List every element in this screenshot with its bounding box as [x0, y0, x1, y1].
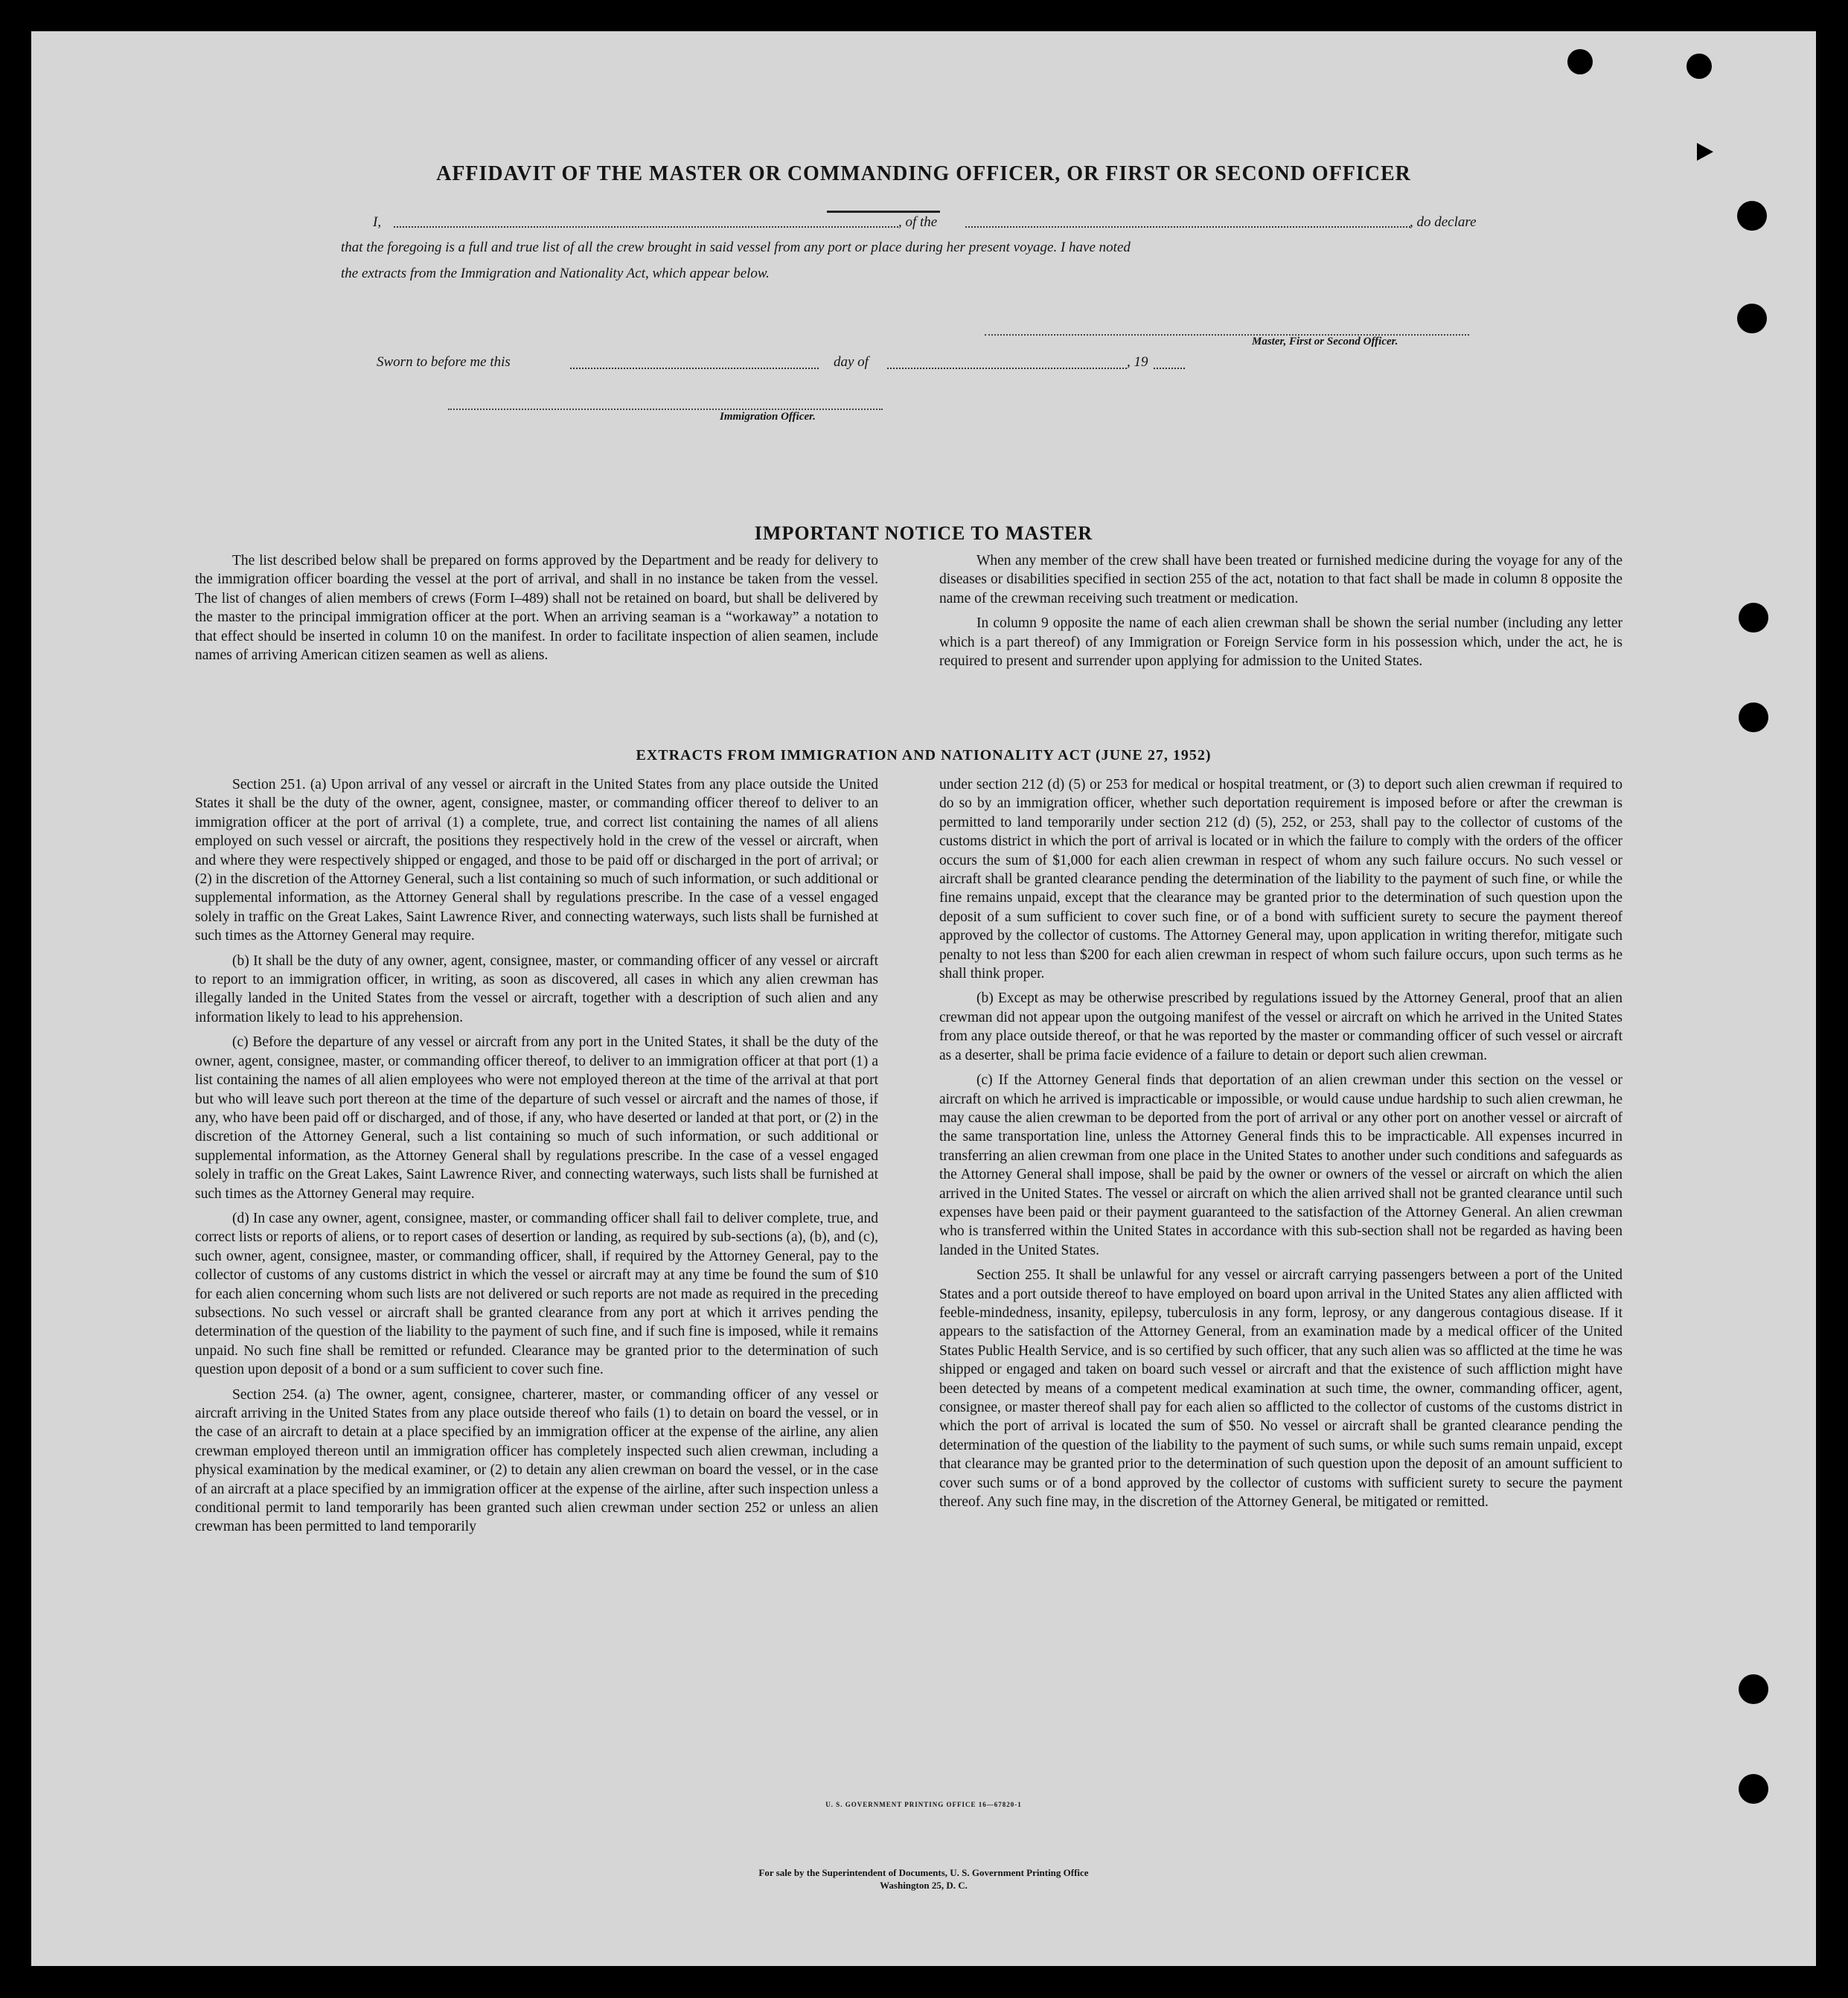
vessel-field[interactable] [965, 226, 1410, 228]
notice-left-column [195, 551, 878, 670]
extract-paragraph: Section 251. (a) Upon arrival of any vessel or aircraft in the United States from any place outside the United States it shall be the duty of the owner, agent, consignee, master, or commanding officer thereof to deliver to an immigration officer at the port of arrival (1) a complete, true, and correct list containing the names of all aliens employed on such vessel or aircraft, the positions they respectively hold in the crew of the vessel or aircraft, when and where they were respectively shipped or engaged, and those to be paid off or discharged in the port of arrival; or (2) in the discretion of the Attorney General, such a list containing so much of such information, or such additional or supplemental information, as the Attorney General shall by regulations prescribe. In the case of a vessel engaged solely in traffic on the Great Lakes, Saint Lawrence River, and connecting waterways, such lists shall be furnished at such times as the Attorney General may require. [195, 777, 878, 944]
do-declare-label: , do declare [1410, 214, 1477, 230]
punch-hole [1567, 49, 1593, 74]
footer [31, 1866, 1816, 1892]
sworn-month-field[interactable] [887, 368, 1127, 369]
punch-hole [1686, 54, 1712, 79]
extracts-right-column [939, 775, 1622, 1517]
extract-paragraph: under section 212 (d) (5) or 253 for medical or hospital treatment, or (3) to deport such alien crewman if required to do so by an immigration officer, whether such deportation requirement is imposed before or after the crewman is permitted to land temporarily under section 212 (d) (5), 252, or 253, shall pay to the collector of customs of the customs district in which the port of arrival is located or in which the failure to comply with the orders of the officer occurs the sum of $1,000 for each alien crewman in respect of whom any such failure occurs. No such vessel or aircraft shall be granted clearance pending the determination of the liability to the payment of such fine, or while the fine remains unpaid, except that the clearance may be granted prior to the determination of such question upon the deposit of a sum sufficient to cover such fine, or of a bond with sufficient surety to secure the payment thereof approved by the collector of customs. The Attorney General may, upon application in writing therefor, mitigate such penalty to not less than $200 for each alien crewman in respect of whom such failure occurs, upon such terms as he shall think proper. [939, 777, 1622, 982]
affidavit-title: AFFIDAVIT OF THE MASTER OR COMMANDING OFFICER, OR FIRST OR SECOND OFFICER [436, 162, 1411, 185]
notice-right-column [939, 551, 1622, 676]
officer-caption: Immigration Officer. [720, 411, 816, 423]
punch-hole [1737, 304, 1767, 333]
notice-left-paragraph: The list described below shall be prepared on forms approved by the Department and be ready for delivery to the immigration officer boarding the vessel at the port of arrival, and shall in no instance be taken from the vessel. The list of changes of alien members of crews (Form I–489) shall not be retained on board, but shall be delivered by the master to the principal immigration officer at the port. When an arriving seaman is a “workaway” a notation to that effect should be inserted in column 10 on the manifest. In order to facilitate inspection of alien seamen, include names of arriving American citizen seamen as well as aliens. [195, 553, 878, 664]
officer-signature-line[interactable] [448, 409, 883, 410]
statement-line-1: that the foregoing is a full and true list of all the crew brought in said vessel from any port or place during her present voyage. I have noted [341, 240, 1131, 255]
punch-hole [1737, 201, 1767, 231]
title-rule [827, 211, 940, 213]
sworn-day-field[interactable] [570, 368, 819, 369]
footer-line-2: Washington 25, D. C. [880, 1880, 968, 1891]
day-of-label: day of [834, 354, 869, 370]
footer-line-1: For sale by the Superintendent of Documents, U. S. Government Printing Office [758, 1867, 1089, 1878]
punch-hole [1739, 603, 1768, 633]
statement-line-2: the extracts from the Immigration and Nationality Act, which appear below. [341, 266, 770, 281]
printer-imprint: U. S. GOVERNMENT PRINTING OFFICE 16—67820-1 [825, 1801, 1022, 1808]
notice-right-paragraph-2: In column 9 opposite the name of each alien crewman shall be shown the serial number (including any letter which is a part thereof) of any Immigration or Foreign Service form in his possession which, under the act, he is required to present and surrender upon applying for admission to the United States. [939, 615, 1622, 670]
corner-mark [1697, 143, 1713, 161]
master-caption: Master, First or Second Officer. [1252, 336, 1398, 348]
extract-paragraph: (d) In case any owner, agent, consignee, master, or commanding officer shall fail to deliver complete, true, and correct lists or reports of aliens, or to report cases of desertion or landing, as required by sub-sections (a), (b), and (c), such owner, agent, consignee, master, or commanding officer, shall, if required by the Attorney General, pay to the collector of customs of any customs district in which the vessel or aircraft may at any time be found the sum of $10 for each alien concerning whom such lists are not delivered or such reports are not made as required in the preceding subsections. No such vessel or aircraft shall be granted clearance from any port at which it arrives pending the determination of the question of the liability to the payment of such fine, and if such fine is imposed, while it remains unpaid. No such fine shall be remitted or refunded. Clearance may be granted prior to the determination of such question upon deposit of a bond or a sum sufficient to cover such fine. [195, 1210, 878, 1378]
i-label: I, [373, 214, 382, 230]
year-label: , 19 [1127, 354, 1148, 370]
extract-paragraph: Section 254. (a) The owner, agent, consignee, charterer, master, or commanding officer of any vessel or aircraft arriving in the United States from any place outside thereof who fails (1) to detain on board the vessel, or in the case of an aircraft to detain at a place specified by an immigration officer at the expense of the airline, any alien crewman employed thereon until an immigration officer has completely inspected such alien crewman, including a physical examination by the medical examiner, or (2) to detain any alien crewman on board the vessel, or in the case of an aircraft at a place specified by an immigration officer at the expense of the airline, after such inspection unless a conditional permit to land temporarily has been granted such alien crewman under section 252 or unless an alien crewman has been permitted to land temporarily [195, 1386, 878, 1535]
punch-hole [1739, 1774, 1768, 1804]
notice-right-paragraph-1: When any member of the crew shall have been treated or furnished medicine during the voyage for any of the diseases or disabilities specified in section 255 of the act, notation to that fact shall be made in column 8 opposite the name of the crewman receiving such treatment or medication. [939, 553, 1622, 606]
punch-hole [1739, 702, 1768, 732]
extracts-left-column [195, 775, 878, 1543]
extract-paragraph: Section 255. It shall be unlawful for any vessel or aircraft carrying passengers between a port of the United States and a port outside thereof to have employed on board upon arrival in the United States any alien afflicted with feeble-mindedness, insanity, epilepsy, tuberculosis in any form, leprosy, or any dangerous contagious disease. If it appears to the satisfaction of the Attorney General, from an examination made by a medical officer of the United States Public Health Service, and is so certified by such officer, that any such alien was so afflicted at the time he was shipped or engaged and taken on board such vessel or aircraft and that the existence of such affliction might have been detected by means of a competent medical examination at such time, the owner, commanding officer, agent, consignee, or master thereof shall pay for each alien so afflicted to the collector of customs of the customs district in which the port of arrival is located the sum of $50. No vessel or aircraft shall be granted clearance pending the determination of the question of the liability to the payment of such sums, or while such sums remain unpaid, except that clearance may be granted prior to the determination of such question upon the deposit of an amount sufficient to cover such sums or of a bond approved by the collector of customs with sufficient surety to secure the payment thereof. Any such fine may, in the discretion of the Attorney General, be mitigated or remitted. [939, 1267, 1622, 1511]
notice-title: IMPORTANT NOTICE TO MASTER [754, 522, 1093, 544]
punch-hole [1739, 1674, 1768, 1704]
extracts-title: EXTRACTS FROM IMMIGRATION AND NATIONALITY ACT (JUNE 27, 1952) [636, 747, 1212, 763]
of-the-label: , of the [898, 214, 938, 230]
name-field[interactable] [394, 226, 898, 228]
sworn-year-field[interactable] [1154, 368, 1185, 369]
extract-paragraph: (b) It shall be the duty of any owner, agent, consignee, master, or commanding officer of any vessel or aircraft to report to an immigration officer, in writing, as soon as discovered, all cases in which any alien crewman has illegally landed in the United States from the vessel or aircraft, together with a description of such alien and any information likely to lead to his apprehension. [195, 952, 878, 1025]
extract-paragraph: (b) Except as may be otherwise prescribed by regulations issued by the Attorney General, proof that an alien crewman did not appear upon the outgoing manifest of the vessel or aircraft on which he arrived in the United States from any place outside thereof, or that he was reported by the master or commanding officer of such vessel or aircraft as a deserter, shall be prima facie evidence of a failure to detain or deport such alien crewman. [939, 990, 1622, 1063]
extract-paragraph: (c) Before the departure of any vessel or aircraft from any port in the United States, it shall be the duty of the owner, agent, consignee, master, or commanding officer thereof, to deliver to an immigration officer at that port (1) a list containing the names of all alien employees who were not employed thereon at the time of the arrival at that port but who will leave such port thereon at the time of the departure of such vessel or aircraft and the names of those, if any, who have been paid off or discharged, and of those, if any, who have deserted or landed at that port, or (2) in the discretion of the Attorney General, such a list containing so much of such information, or such additional or supplemental information, as the Attorney General shall by regulations prescribe. In the case of a vessel engaged solely in traffic on the Great Lakes, Saint Lawrence River, and connecting waterways, such lists shall be furnished at such times as the Attorney General may require. [195, 1034, 878, 1202]
extract-paragraph: (c) If the Attorney General finds that deportation of an alien crewman under this section on the vessel or aircraft on which he arrived is impracticable or impossible, or would cause undue hardship to such alien crewman, he may cause the alien crewman to be deported from the port of arrival or any other port on another vessel or aircraft of the same transportation line, unless the Attorney General finds this to be impracticable. All expenses incurred in transferring an alien crewman from one place in the United States to another under such conditions and safeguards as the Attorney General shall impose, shall be paid by the owner or owners of the vessel or aircraft on which the alien arrived in the United States. The vessel or aircraft on which the alien arrived shall not be granted clearance until such expenses have been paid or their payment guaranteed to the satisfaction of the Attorney General. An alien crewman who is transferred within the United States in accordance with this sub-section shall not be regarded as having been landed in the United States. [939, 1072, 1622, 1258]
form-page [31, 31, 1816, 1966]
sworn-label: Sworn to before me this [377, 354, 511, 370]
